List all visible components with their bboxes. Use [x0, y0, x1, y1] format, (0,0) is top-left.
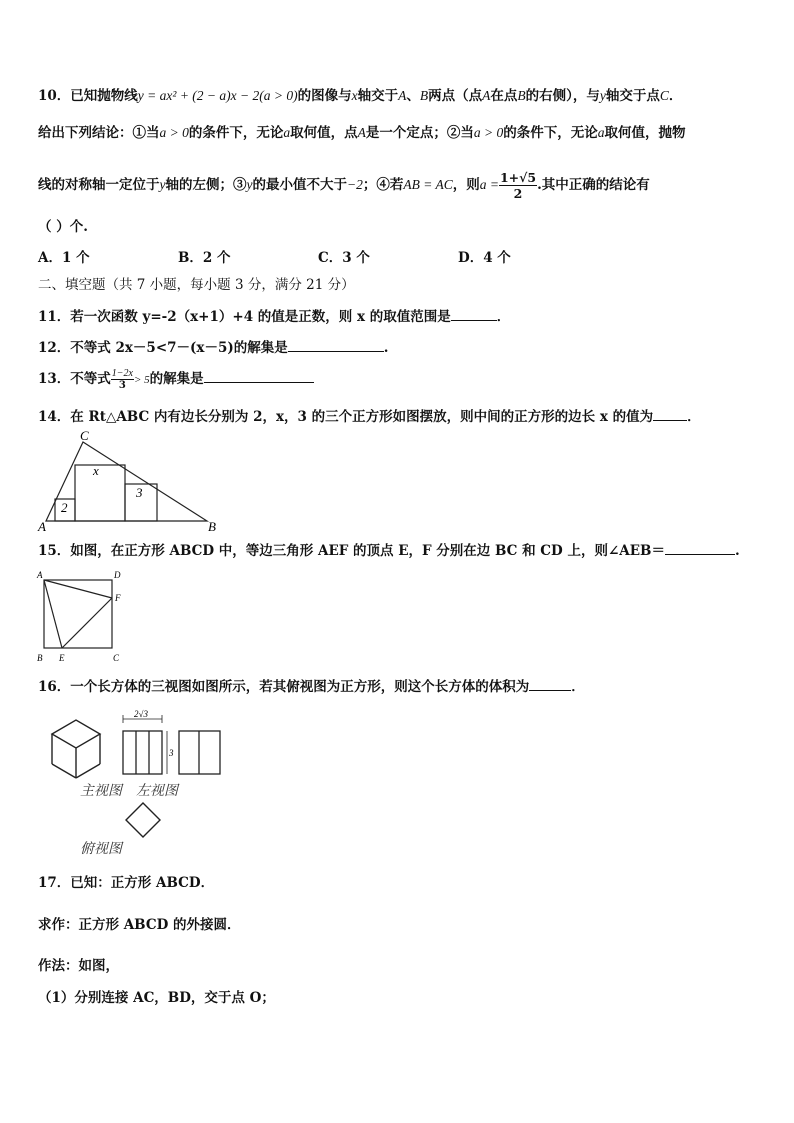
q10-line4: （ ）个.: [38, 219, 88, 235]
front-view-caption: 主视图: [80, 782, 122, 798]
q16: 16．一个长方体的三视图如图所示，若其俯视图为正方形，则这个长方体的体积为 ．: [38, 676, 585, 697]
label-c: C: [113, 653, 120, 663]
q11: 11．若一次函数 y=-2（x+1）+4 的值是正数，则 x 的取值范围是 ．: [38, 306, 510, 327]
label-3: 3: [136, 485, 143, 500]
dim-width: 2√3: [134, 709, 148, 719]
label-c: C: [80, 428, 89, 443]
option-a: A．1 个: [38, 250, 90, 266]
q13: 13．不等式 $\frac{1-2x}{3}$ > 5的解集是: [38, 368, 314, 391]
option-c: C．3 个: [318, 250, 370, 266]
q10-line3: 线的对称轴一定位于y轴的左侧；③y的最小值不大于−2；④若AB = AC，则a = $\frac{1+√5}{2}$ .其中正确的结论有: [38, 170, 650, 201]
q10-options: [38, 248, 598, 268]
answer-blank: [653, 406, 687, 421]
label-x: x: [93, 463, 99, 478]
q10-line1: 10．已知抛物线y = ax² + (2 − a)x − 2(a > 0)的图像与x轴交于A、B两点（点A在点B的右侧），与y轴交于点C．: [38, 88, 683, 104]
option-b: B．2 个: [178, 250, 231, 266]
fraction-golden: $\frac{1+√5}{2}$: [499, 170, 537, 201]
q15-square-figure: [36, 568, 136, 664]
top-view-caption: 俯视图: [80, 840, 122, 856]
left-view-caption: 左视图: [136, 782, 178, 798]
parabola-equation: y = ax² + (2 − a)x − 2(a > 0): [137, 88, 298, 103]
q16-three-view-figure: [40, 706, 230, 856]
label-d: D: [114, 570, 121, 580]
fraction: $\frac{1-2x}{3}$: [111, 368, 133, 391]
label-b: B: [208, 519, 216, 534]
q17-step1: （1）分别连接 AC，BD，交于点 O；: [38, 990, 275, 1006]
q17-given: 17．已知：正方形 ABCD．: [38, 875, 215, 891]
q14: 14．在 Rt△ABC 内有边长分别为 2，x，3 的三个正方形如图摆放，则中间的正方形的边长 x 的值为 ．: [38, 406, 701, 427]
answer-blank: [529, 676, 571, 691]
answer-blank: [665, 540, 735, 555]
q17-task: 求作：正方形 ABCD 的外接圆．: [38, 917, 241, 933]
answer-blank: [451, 306, 497, 321]
option-d: D．4 个: [458, 250, 511, 266]
label-e: E: [59, 653, 65, 663]
section-heading: 二、填空题（共 7 小题，每小题 3 分，满分 21 分）: [38, 277, 355, 293]
label-a: A: [38, 519, 46, 534]
label-a: A: [37, 570, 43, 580]
label-f: F: [115, 593, 121, 603]
answer-blank: [204, 368, 314, 383]
q15: 15．如图，在正方形 ABCD 中，等边三角形 AEF 的顶点 E，F 分别在边 BC 和 CD 上，则∠AEB＝ .: [38, 540, 740, 561]
label-2: 2: [61, 500, 68, 515]
dim-height: 3: [169, 748, 174, 758]
q10-line2: 给出下列结论：①当a > 0的条件下，无论a取何值，点A是一个定点；②当a > 0的条件下，无论a取何值，抛物: [38, 125, 686, 141]
answer-blank: [288, 337, 384, 352]
q14-triangle-figure: [36, 428, 226, 534]
q17-method: 作法：如图，: [38, 958, 119, 974]
q12: 12．不等式 2x－5<7－(x－5)的解集是 .: [38, 337, 388, 358]
label-b: B: [37, 653, 43, 663]
